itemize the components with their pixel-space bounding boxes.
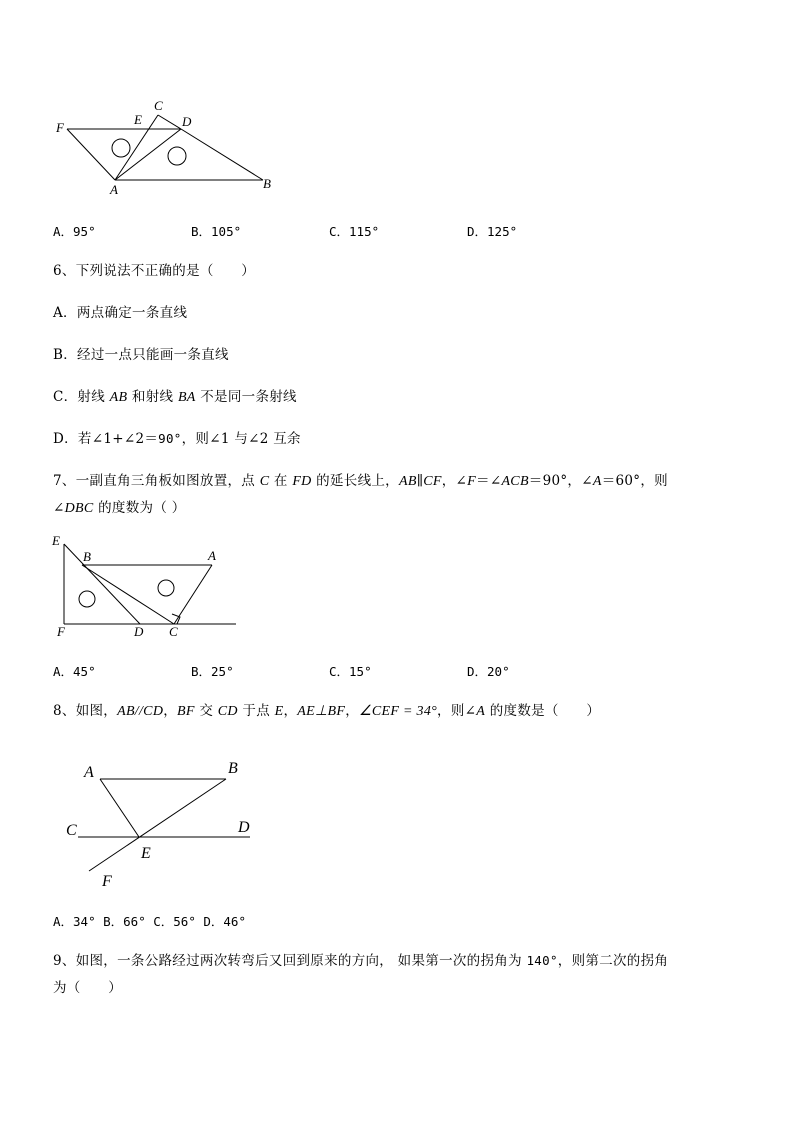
- q6-c-prefix: C．射线: [53, 389, 110, 405]
- q7-option-b: B．25°: [191, 664, 234, 679]
- label-a: A: [208, 548, 216, 563]
- q7-text-9: 的度数为（ ）: [93, 500, 186, 516]
- q7-var-dbc: DBC: [64, 501, 94, 516]
- q5-option-b: B．105°: [191, 224, 242, 239]
- segment-fa: [67, 129, 115, 180]
- right-angle-mark: [172, 614, 180, 624]
- q7-stem-line2: [53, 498, 186, 519]
- q7-text-3: 的延长线上，: [311, 473, 399, 489]
- q7-angle-sign: ∠: [53, 500, 65, 516]
- label-a: A: [110, 182, 118, 197]
- figure-q5: [50, 95, 290, 200]
- q9-angle-value: 140°: [526, 953, 558, 968]
- q8-text-6: ，: [345, 703, 359, 719]
- triangle-hole-left: [79, 591, 95, 607]
- q6-d-prefix: D．若∠1+∠2＝: [53, 431, 159, 447]
- q9-stem-line2: 为（ ）: [53, 980, 122, 996]
- q8-options: A．34° B．66° C．56° D．46°: [53, 914, 246, 929]
- q6-option-a: A．两点确定一条直线: [53, 305, 188, 321]
- q7-var-fd: FD: [292, 474, 312, 489]
- q8-text-1: 8、如图，: [53, 703, 118, 719]
- label-e: E: [141, 845, 151, 862]
- triangle-hole-left: [112, 139, 130, 157]
- q7-text-1: 7、一副直角三角板如图放置，点: [53, 473, 260, 489]
- q8-var-a: A: [476, 704, 486, 719]
- q8-var-e: E: [274, 704, 284, 719]
- q7-var-c: C: [259, 474, 270, 489]
- q7-stem-line1: [53, 471, 668, 492]
- q6-option-d: [53, 429, 301, 449]
- q7-option-c: C．15°: [329, 664, 372, 679]
- q8-var-ab-cd: AB//CD: [117, 704, 164, 719]
- q8-text-5: ，: [283, 703, 298, 719]
- segment-ac: [174, 565, 212, 624]
- q7-text-6: ＝∠: [476, 473, 502, 489]
- q9-stem-line1: [53, 951, 668, 971]
- segment-ed: [64, 544, 140, 624]
- figure-q7: [48, 532, 243, 642]
- label-a: A: [84, 764, 94, 781]
- label-d: D: [182, 114, 192, 129]
- label-c: C: [66, 822, 77, 839]
- q8-text-8: 的度数是（ ）: [485, 703, 601, 719]
- q8-stem: [53, 701, 600, 722]
- q9-text-1: 9、如图，一条公路经过两次转弯后又回到原来的方向， 如果第一次的拐角为: [53, 953, 527, 969]
- q7-var-f: F: [467, 474, 477, 489]
- q8-var-bf: BF: [177, 704, 195, 719]
- q7-var-ab: AB: [398, 474, 417, 489]
- label-e: E: [134, 112, 142, 127]
- q6-d-value: 90°: [158, 431, 182, 446]
- q7-var-a: A: [592, 474, 602, 489]
- q6-option-c: [53, 387, 297, 408]
- q6-c-ray2: BA: [177, 390, 196, 405]
- q8-text-2: ，: [163, 703, 178, 719]
- label-e: E: [52, 533, 60, 548]
- label-c: C: [154, 98, 163, 113]
- label-c: C: [169, 624, 178, 639]
- q6-c-ray1: AB: [109, 390, 128, 405]
- label-d: D: [134, 624, 144, 639]
- label-b: B: [263, 176, 271, 191]
- q5-option-d: D．125°: [467, 224, 518, 239]
- label-f: F: [56, 120, 64, 135]
- q7-option-d: D．20°: [467, 664, 510, 679]
- figure-q8: [60, 752, 265, 897]
- q7-text-8: ＝60°，则: [601, 473, 668, 489]
- q9-text-2: ，则第二次的拐角: [557, 953, 669, 969]
- label-d: D: [238, 819, 250, 836]
- q8-var-cd: CD: [217, 704, 238, 719]
- q7-text-5: ，∠: [441, 473, 468, 489]
- segment-ae: [100, 779, 139, 837]
- label-f: F: [102, 873, 112, 890]
- q7-text-7: ＝90°，∠: [528, 473, 593, 489]
- q7-var-cf: CF: [423, 474, 442, 489]
- q6-c-mid: 和射线: [127, 389, 178, 405]
- q7-parallel: ∥: [416, 473, 424, 489]
- q8-text-7: ，则∠: [437, 703, 477, 719]
- label-f: F: [57, 624, 65, 639]
- q7-text-2: 在: [269, 473, 293, 489]
- q8-text-4: 于点: [237, 703, 275, 719]
- q6-option-b: B．经过一点只能画一条直线: [53, 347, 229, 363]
- q6-c-suffix: 不是同一条射线: [195, 389, 297, 405]
- q7-option-a: A．45°: [53, 664, 96, 679]
- segment-cd: [158, 115, 181, 129]
- q5-option-a: A．95°: [53, 224, 96, 239]
- q6-d-suffix: ，则∠1 与∠2 互余: [181, 431, 301, 447]
- q5-option-c: C．115°: [329, 224, 380, 239]
- triangle-hole-right: [158, 580, 174, 596]
- segment-db: [181, 129, 263, 180]
- label-b: B: [228, 760, 238, 777]
- segment-bc: [82, 565, 174, 624]
- q8-var-ae-bf: AE⊥BF: [297, 704, 346, 719]
- triangle-hole-right: [168, 147, 186, 165]
- q8-text-3: 交: [194, 703, 218, 719]
- segment-ad: [115, 129, 181, 180]
- q8-var-cef: ∠CEF = 34°: [359, 704, 438, 719]
- q7-var-acb: ACB: [501, 474, 529, 489]
- label-b: B: [83, 549, 91, 564]
- q6-stem: 6、下列说法不正确的是（ ）: [53, 263, 256, 279]
